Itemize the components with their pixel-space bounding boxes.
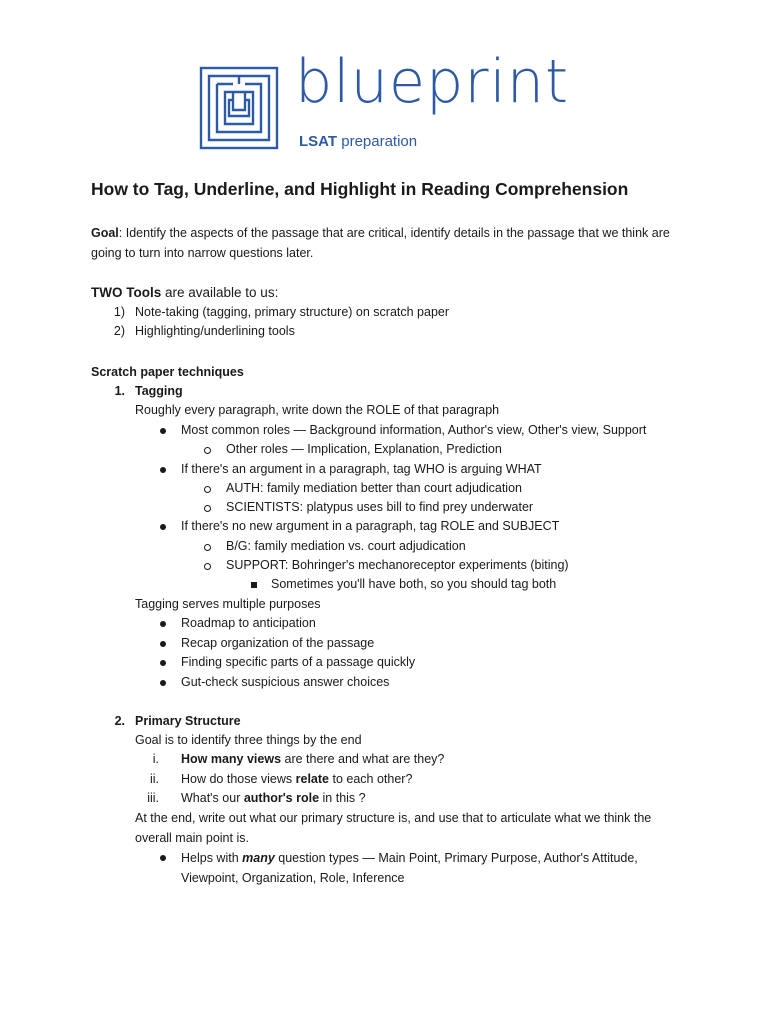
blueprint-logo xyxy=(199,47,570,156)
tagging-b1-sub1: Other roles — Implication, Explanation, Prediction xyxy=(226,442,502,456)
tagging-b2-sub2: SCIENTISTS: platypus uses bill to find prey underwater xyxy=(226,500,534,514)
bullet-disc xyxy=(160,467,166,473)
goal-text: : Identify the aspects of the passage that are critical, identify details in the passage that we think are going to turn into narrow questions later. xyxy=(91,226,670,260)
goal-label: Goal xyxy=(91,226,119,240)
bullet-square xyxy=(251,582,257,588)
roman-marker: i. xyxy=(152,752,159,766)
bullet-disc xyxy=(160,680,166,686)
tools-marker-1: 1) xyxy=(113,305,125,319)
primary-intro: Goal is to identify three things by the end xyxy=(135,733,362,747)
bullet-circle xyxy=(204,505,211,512)
wordmark: blueprint xyxy=(295,47,570,117)
bullet-circle xyxy=(204,563,211,570)
maze-icon xyxy=(199,66,279,150)
tagline-bold: LSAT xyxy=(299,133,338,150)
tagline-rest: preparation xyxy=(341,133,418,150)
purpose-item: Finding specific parts of a passage quickly xyxy=(181,655,416,669)
primary-item-2 xyxy=(181,770,412,789)
tagging-b1: Most common roles — Background information, Author's view, Other's view, Support xyxy=(181,423,647,437)
tools-marker-2: 2) xyxy=(113,324,125,338)
roman-marker: ii. xyxy=(149,772,159,786)
tagging-b3-sub2-sub1: Sometimes you'll have both, so you should tag both xyxy=(271,577,557,591)
bullet-circle xyxy=(204,447,211,454)
tagging-title: Tagging xyxy=(135,384,183,398)
primary-item-1-rest: are there and what are they? xyxy=(281,752,445,766)
bullet-circle xyxy=(204,486,211,493)
primary-item-3-bold: author's role xyxy=(243,791,320,805)
tools-item-1: Note-taking (tagging, primary structure) on scratch paper xyxy=(135,305,450,319)
purpose-item: Recap organization of the passage xyxy=(181,636,375,650)
tools-label: TWO Tools xyxy=(91,285,162,300)
tagging-b3: If there's no new argument in a paragraph, tag ROLE and SUBJECT xyxy=(181,519,560,533)
primary-item-2-pre: How do those views xyxy=(181,772,296,786)
tagline xyxy=(299,134,417,149)
tagging-b2-sub1: AUTH: family mediation better than court adjudication xyxy=(226,481,522,495)
bullet-disc xyxy=(160,428,166,434)
tagging-marker: 1. xyxy=(114,384,125,398)
roman-marker: iii. xyxy=(147,791,159,805)
primary-item-2-rest: to each other? xyxy=(329,772,413,786)
primary-end: At the end, write out what our primary structure is, and use that to articulate what we think the overall main point is. xyxy=(135,811,652,845)
primary-item-2-bold: relate xyxy=(295,772,329,786)
bullet-circle xyxy=(204,544,211,551)
primary-title: Primary Structure xyxy=(135,714,241,728)
scratch-heading: Scratch paper techniques xyxy=(91,365,244,379)
purpose-item: Roadmap to anticipation xyxy=(181,616,316,630)
tagging-intro: Roughly every paragraph, write down the ROLE of that paragraph xyxy=(135,403,500,417)
tools-item-2: Highlighting/underlining tools xyxy=(135,324,295,338)
primary-item-3-pre: What's our xyxy=(181,791,244,805)
tagging-b3-sub1: B/G: family mediation vs. court adjudication xyxy=(226,539,466,553)
helps-em: many xyxy=(242,851,275,865)
primary-item-1-bold: How many views xyxy=(181,752,282,766)
goal-paragraph xyxy=(91,223,691,263)
primary-helps xyxy=(181,848,681,888)
bullet-disc xyxy=(160,621,166,627)
helps-pre: Helps with xyxy=(181,851,243,865)
helps-rest: question types — Main Point, Primary Purpose, Author's Attitude, Viewpoint, Organization, Role, Inference xyxy=(181,851,638,885)
bullet-disc xyxy=(160,641,166,647)
primary-item-3-rest: in this ? xyxy=(319,791,366,805)
tagging-b3-sub2: SUPPORT: Bohringer's mechanoreceptor experiments (biting) xyxy=(226,558,569,572)
primary-item-1 xyxy=(181,750,444,769)
bullet-disc xyxy=(160,524,166,530)
tools-rest: are available to us: xyxy=(161,285,279,300)
purposes-intro: Tagging serves multiple purposes xyxy=(135,597,321,611)
bullet-disc xyxy=(160,660,166,666)
page-title: How to Tag, Underline, and Highlight in Reading Comprehension xyxy=(91,179,629,199)
tools-heading xyxy=(91,283,278,302)
bullet-disc xyxy=(160,855,166,861)
primary-item-3 xyxy=(181,789,366,808)
primary-marker: 2. xyxy=(114,714,125,728)
tagging-b2: If there's an argument in a paragraph, tag WHO is arguing WHAT xyxy=(181,462,542,476)
purpose-item: Gut-check suspicious answer choices xyxy=(181,675,390,689)
